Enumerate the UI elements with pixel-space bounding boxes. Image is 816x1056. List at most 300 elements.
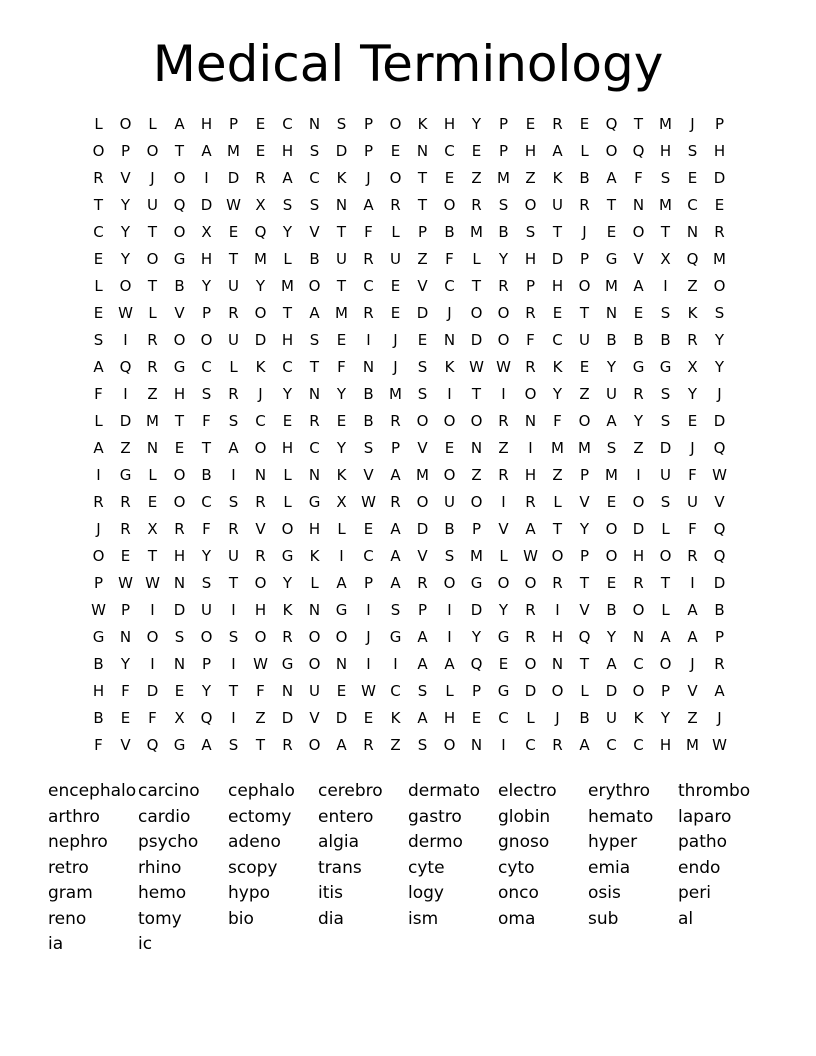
grid-letter[interactable]: O <box>632 600 645 619</box>
grid-letter[interactable]: H <box>200 114 213 133</box>
grid-letter[interactable]: O <box>524 573 537 592</box>
grid-letter[interactable]: O <box>308 627 321 646</box>
grid-letter[interactable]: J <box>393 357 398 376</box>
grid-letter[interactable]: R <box>579 195 590 214</box>
grid-letter[interactable]: K <box>552 168 563 187</box>
grid-letter[interactable]: I <box>501 735 506 754</box>
grid-letter[interactable]: L <box>472 249 481 268</box>
grid-letter[interactable]: P <box>228 114 239 133</box>
grid-letter[interactable]: J <box>717 384 722 403</box>
grid-letter[interactable]: R <box>687 546 698 565</box>
grid-letter[interactable]: A <box>336 735 347 754</box>
grid-letter[interactable]: T <box>579 654 590 673</box>
grid-letter[interactable]: R <box>525 600 536 619</box>
grid-letter[interactable]: M <box>659 195 672 214</box>
grid-letter[interactable]: L <box>580 141 589 160</box>
grid-letter[interactable]: A <box>687 627 698 646</box>
grid-letter[interactable]: Q <box>470 654 483 673</box>
grid-letter[interactable]: Q <box>713 546 726 565</box>
grid-letter[interactable]: P <box>363 573 374 592</box>
grid-letter[interactable]: S <box>390 600 401 619</box>
grid-letter[interactable]: J <box>690 654 695 673</box>
grid-letter[interactable]: O <box>632 222 645 241</box>
grid-letter[interactable]: O <box>254 303 267 322</box>
grid-letter[interactable]: S <box>93 330 104 349</box>
grid-letter[interactable]: V <box>174 303 185 322</box>
grid-letter[interactable]: O <box>389 114 402 133</box>
grid-letter[interactable]: L <box>283 492 292 511</box>
grid-letter[interactable]: K <box>444 357 455 376</box>
grid-letter[interactable]: J <box>393 330 398 349</box>
grid-letter[interactable]: B <box>363 411 374 430</box>
grid-letter[interactable]: S <box>498 195 509 214</box>
grid-letter[interactable]: E <box>714 195 725 214</box>
grid-letter[interactable]: D <box>200 195 213 214</box>
grid-letter[interactable]: L <box>148 465 157 484</box>
grid-letter[interactable]: O <box>146 627 159 646</box>
grid-letter[interactable]: E <box>174 438 185 457</box>
grid-letter[interactable]: F <box>202 411 211 430</box>
grid-letter[interactable]: O <box>416 411 429 430</box>
grid-letter[interactable]: J <box>96 519 101 538</box>
grid-letter[interactable]: O <box>713 276 726 295</box>
grid-letter[interactable]: W <box>523 546 538 565</box>
grid-letter[interactable]: R <box>147 330 158 349</box>
grid-letter[interactable]: O <box>470 303 483 322</box>
grid-letter[interactable]: O <box>578 276 591 295</box>
grid-letter[interactable]: R <box>390 411 401 430</box>
grid-letter[interactable]: N <box>308 600 321 619</box>
grid-letter[interactable]: C <box>444 141 455 160</box>
grid-letter[interactable]: U <box>444 492 455 511</box>
grid-letter[interactable]: C <box>552 330 563 349</box>
grid-letter[interactable]: P <box>417 600 428 619</box>
grid-letter[interactable]: T <box>228 573 239 592</box>
grid-letter[interactable]: D <box>281 708 294 727</box>
grid-letter[interactable]: D <box>659 438 672 457</box>
grid-letter[interactable]: S <box>201 384 212 403</box>
grid-letter[interactable]: B <box>606 600 617 619</box>
grid-letter[interactable]: R <box>714 654 725 673</box>
grid-letter[interactable]: O <box>308 654 321 673</box>
grid-letter[interactable]: W <box>469 357 484 376</box>
grid-letter[interactable]: C <box>363 546 374 565</box>
grid-letter[interactable]: R <box>687 330 698 349</box>
grid-letter[interactable]: T <box>660 222 671 241</box>
grid-letter[interactable]: L <box>499 546 508 565</box>
grid-letter[interactable]: K <box>552 357 563 376</box>
grid-letter[interactable]: W <box>712 735 727 754</box>
grid-letter[interactable]: Z <box>417 249 428 268</box>
grid-letter[interactable]: O <box>281 519 294 538</box>
grid-letter[interactable]: T <box>282 303 293 322</box>
grid-letter[interactable]: F <box>94 384 103 403</box>
grid-letter[interactable]: G <box>119 465 132 484</box>
grid-letter[interactable]: S <box>525 222 536 241</box>
grid-letter[interactable]: Z <box>579 384 590 403</box>
grid-letter[interactable]: M <box>254 249 267 268</box>
grid-letter[interactable]: D <box>713 411 726 430</box>
grid-letter[interactable]: D <box>605 681 618 700</box>
grid-letter[interactable]: A <box>309 303 320 322</box>
grid-letter[interactable]: L <box>337 519 346 538</box>
grid-letter[interactable]: C <box>201 357 212 376</box>
grid-letter[interactable]: Q <box>713 438 726 457</box>
grid-letter[interactable]: Y <box>498 249 509 268</box>
grid-letter[interactable]: L <box>526 708 535 727</box>
grid-letter[interactable]: B <box>444 519 455 538</box>
grid-letter[interactable]: U <box>606 708 617 727</box>
grid-letter[interactable]: R <box>552 573 563 592</box>
grid-letter[interactable]: K <box>282 600 293 619</box>
grid-letter[interactable]: O <box>173 465 186 484</box>
grid-letter[interactable]: E <box>606 492 617 511</box>
grid-letter[interactable]: I <box>555 600 560 619</box>
grid-letter[interactable]: R <box>363 249 374 268</box>
grid-letter[interactable]: I <box>447 600 452 619</box>
grid-letter[interactable]: O <box>443 735 456 754</box>
grid-letter[interactable]: L <box>391 222 400 241</box>
grid-letter[interactable]: M <box>146 411 159 430</box>
grid-letter[interactable]: D <box>254 330 267 349</box>
grid-letter[interactable]: O <box>308 276 321 295</box>
grid-letter[interactable]: Y <box>579 519 590 538</box>
grid-letter[interactable]: P <box>714 114 725 133</box>
grid-letter[interactable]: H <box>281 141 294 160</box>
grid-letter[interactable]: G <box>308 492 321 511</box>
grid-letter[interactable]: P <box>201 654 212 673</box>
grid-letter[interactable]: R <box>255 546 266 565</box>
grid-letter[interactable]: H <box>551 276 564 295</box>
grid-letter[interactable]: F <box>94 735 103 754</box>
grid-letter[interactable]: K <box>633 708 644 727</box>
grid-letter[interactable]: J <box>582 222 587 241</box>
grid-letter[interactable]: B <box>444 222 455 241</box>
grid-letter[interactable]: A <box>390 519 401 538</box>
grid-letter[interactable]: L <box>445 681 454 700</box>
grid-letter[interactable]: S <box>309 195 320 214</box>
grid-letter[interactable]: B <box>309 249 320 268</box>
grid-letter[interactable]: G <box>173 357 186 376</box>
grid-letter[interactable]: E <box>471 708 482 727</box>
grid-letter[interactable]: Q <box>119 357 132 376</box>
grid-letter[interactable]: X <box>147 519 158 538</box>
grid-letter[interactable]: R <box>471 195 482 214</box>
grid-letter[interactable]: I <box>636 465 641 484</box>
grid-letter[interactable]: O <box>389 168 402 187</box>
grid-letter[interactable]: Y <box>282 573 293 592</box>
grid-letter[interactable]: H <box>659 141 672 160</box>
grid-letter[interactable]: R <box>498 276 509 295</box>
grid-letter[interactable]: N <box>551 654 564 673</box>
grid-letter[interactable]: T <box>660 573 671 592</box>
grid-letter[interactable]: V <box>363 465 374 484</box>
grid-letter[interactable]: F <box>688 519 697 538</box>
grid-letter[interactable]: E <box>174 681 185 700</box>
grid-letter[interactable]: V <box>309 222 320 241</box>
grid-letter[interactable]: S <box>417 681 428 700</box>
grid-letter[interactable]: A <box>606 168 617 187</box>
grid-letter[interactable]: E <box>120 708 131 727</box>
grid-letter[interactable]: V <box>417 546 428 565</box>
grid-letter[interactable]: N <box>119 627 132 646</box>
grid-letter[interactable]: X <box>255 195 266 214</box>
grid-letter[interactable]: F <box>148 708 157 727</box>
grid-letter[interactable]: R <box>255 168 266 187</box>
grid-letter[interactable]: M <box>659 114 672 133</box>
grid-letter[interactable]: H <box>200 249 213 268</box>
grid-letter[interactable]: O <box>551 546 564 565</box>
grid-letter[interactable]: E <box>363 519 374 538</box>
grid-letter[interactable]: S <box>309 330 320 349</box>
grid-letter[interactable]: O <box>605 519 618 538</box>
grid-letter[interactable]: Z <box>498 438 509 457</box>
grid-letter[interactable]: T <box>579 303 590 322</box>
grid-letter[interactable]: U <box>687 492 698 511</box>
grid-letter[interactable]: O <box>497 330 510 349</box>
grid-letter[interactable]: V <box>633 249 644 268</box>
grid-letter[interactable]: Q <box>200 708 213 727</box>
grid-letter[interactable]: H <box>443 708 456 727</box>
grid-letter[interactable]: A <box>282 168 293 187</box>
grid-letter[interactable]: M <box>713 249 726 268</box>
grid-letter[interactable]: C <box>309 168 320 187</box>
grid-letter[interactable]: K <box>336 465 347 484</box>
grid-letter[interactable]: G <box>389 627 402 646</box>
grid-letter[interactable]: A <box>687 600 698 619</box>
grid-letter[interactable]: M <box>470 222 483 241</box>
grid-letter[interactable]: W <box>496 357 511 376</box>
grid-letter[interactable]: F <box>337 357 346 376</box>
grid-letter[interactable]: J <box>258 384 263 403</box>
grid-letter[interactable]: L <box>283 249 292 268</box>
grid-letter[interactable]: Z <box>552 465 563 484</box>
grid-letter[interactable]: E <box>93 249 104 268</box>
grid-letter[interactable]: D <box>416 519 429 538</box>
grid-letter[interactable]: T <box>606 195 617 214</box>
grid-letter[interactable]: Z <box>120 438 131 457</box>
grid-letter[interactable]: R <box>498 465 509 484</box>
grid-letter[interactable]: P <box>498 114 509 133</box>
grid-letter[interactable]: O <box>470 411 483 430</box>
grid-letter[interactable]: B <box>579 708 590 727</box>
grid-letter[interactable]: U <box>606 384 617 403</box>
grid-letter[interactable]: C <box>633 654 644 673</box>
grid-letter[interactable]: J <box>717 708 722 727</box>
grid-letter[interactable]: I <box>501 492 506 511</box>
grid-letter[interactable]: E <box>120 546 131 565</box>
grid-letter[interactable]: I <box>366 600 371 619</box>
grid-letter[interactable]: M <box>605 276 618 295</box>
grid-letter[interactable]: Z <box>687 276 698 295</box>
grid-letter[interactable]: O <box>416 492 429 511</box>
grid-letter[interactable]: K <box>336 168 347 187</box>
grid-letter[interactable]: G <box>497 681 510 700</box>
grid-letter[interactable]: E <box>282 411 293 430</box>
grid-letter[interactable]: L <box>94 276 103 295</box>
grid-letter[interactable]: E <box>363 708 374 727</box>
grid-letter[interactable]: I <box>447 384 452 403</box>
grid-letter[interactable]: P <box>660 681 671 700</box>
grid-letter[interactable]: B <box>714 600 725 619</box>
grid-letter[interactable]: R <box>633 384 644 403</box>
grid-letter[interactable]: N <box>335 654 348 673</box>
grid-letter[interactable]: P <box>363 141 374 160</box>
grid-letter[interactable]: X <box>201 222 212 241</box>
grid-letter[interactable]: O <box>578 411 591 430</box>
grid-letter[interactable]: C <box>255 411 266 430</box>
grid-letter[interactable]: X <box>174 708 185 727</box>
grid-letter[interactable]: G <box>281 546 294 565</box>
grid-letter[interactable]: O <box>659 654 672 673</box>
grid-letter[interactable]: S <box>417 735 428 754</box>
grid-letter[interactable]: J <box>150 168 155 187</box>
grid-letter[interactable]: C <box>444 276 455 295</box>
grid-letter[interactable]: P <box>579 546 590 565</box>
grid-letter[interactable]: R <box>282 735 293 754</box>
grid-letter[interactable]: R <box>93 492 104 511</box>
grid-letter[interactable]: T <box>336 222 347 241</box>
grid-letter[interactable]: A <box>525 519 536 538</box>
grid-letter[interactable]: H <box>551 627 564 646</box>
grid-letter[interactable]: Y <box>471 627 482 646</box>
grid-letter[interactable]: S <box>687 141 698 160</box>
grid-letter[interactable]: N <box>254 465 267 484</box>
grid-letter[interactable]: T <box>552 519 563 538</box>
grid-letter[interactable]: G <box>470 573 483 592</box>
grid-letter[interactable]: J <box>447 303 452 322</box>
grid-letter[interactable]: W <box>253 654 268 673</box>
grid-letter[interactable]: X <box>660 249 671 268</box>
grid-letter[interactable]: A <box>417 627 428 646</box>
grid-letter[interactable]: R <box>120 492 131 511</box>
grid-letter[interactable]: G <box>335 600 348 619</box>
grid-letter[interactable]: V <box>120 735 131 754</box>
grid-letter[interactable]: S <box>660 168 671 187</box>
grid-letter[interactable]: I <box>150 600 155 619</box>
grid-letter[interactable]: E <box>390 141 401 160</box>
grid-letter[interactable]: Y <box>282 384 293 403</box>
grid-letter[interactable]: V <box>498 519 509 538</box>
grid-letter[interactable]: O <box>524 384 537 403</box>
grid-letter[interactable]: V <box>714 492 725 511</box>
grid-letter[interactable]: H <box>713 141 726 160</box>
grid-letter[interactable]: H <box>281 330 294 349</box>
grid-letter[interactable]: R <box>363 303 374 322</box>
grid-letter[interactable]: J <box>690 114 695 133</box>
grid-letter[interactable]: G <box>659 357 672 376</box>
grid-letter[interactable]: Y <box>120 654 131 673</box>
grid-letter[interactable]: T <box>174 411 185 430</box>
grid-letter[interactable]: S <box>660 411 671 430</box>
grid-letter[interactable]: G <box>605 249 618 268</box>
grid-letter[interactable]: W <box>361 681 376 700</box>
grid-letter[interactable]: F <box>634 168 643 187</box>
grid-letter[interactable]: E <box>390 276 401 295</box>
grid-letter[interactable]: R <box>390 195 401 214</box>
grid-letter[interactable]: O <box>119 276 132 295</box>
grid-letter[interactable]: W <box>145 573 160 592</box>
grid-letter[interactable]: E <box>687 168 698 187</box>
grid-letter[interactable]: V <box>417 276 428 295</box>
grid-letter[interactable]: U <box>147 195 158 214</box>
grid-letter[interactable]: K <box>255 357 266 376</box>
grid-letter[interactable]: G <box>173 249 186 268</box>
grid-letter[interactable]: S <box>606 438 617 457</box>
grid-letter[interactable]: I <box>123 384 128 403</box>
grid-letter[interactable]: S <box>309 141 320 160</box>
grid-letter[interactable]: G <box>281 654 294 673</box>
grid-letter[interactable]: R <box>93 168 104 187</box>
grid-letter[interactable]: Y <box>687 384 698 403</box>
grid-letter[interactable]: I <box>231 654 236 673</box>
grid-letter[interactable]: R <box>363 735 374 754</box>
grid-letter[interactable]: H <box>173 384 186 403</box>
grid-letter[interactable]: H <box>524 249 537 268</box>
grid-letter[interactable]: M <box>389 384 402 403</box>
grid-letter[interactable]: R <box>525 357 536 376</box>
grid-letter[interactable]: R <box>417 573 428 592</box>
grid-letter[interactable]: S <box>660 492 671 511</box>
grid-letter[interactable]: Q <box>632 141 645 160</box>
grid-letter[interactable]: W <box>361 492 376 511</box>
grid-letter[interactable]: R <box>309 411 320 430</box>
grid-letter[interactable]: U <box>336 249 347 268</box>
grid-letter[interactable]: H <box>308 519 321 538</box>
grid-letter[interactable]: F <box>553 411 562 430</box>
grid-letter[interactable]: N <box>308 114 321 133</box>
grid-letter[interactable]: I <box>150 654 155 673</box>
grid-letter[interactable]: T <box>228 249 239 268</box>
grid-letter[interactable]: T <box>147 276 158 295</box>
grid-letter[interactable]: N <box>308 384 321 403</box>
grid-letter[interactable]: R <box>633 573 644 592</box>
grid-letter[interactable]: Y <box>660 708 671 727</box>
grid-letter[interactable]: S <box>282 195 293 214</box>
grid-letter[interactable]: E <box>579 114 590 133</box>
grid-letter[interactable]: O <box>443 411 456 430</box>
grid-letter[interactable]: L <box>283 465 292 484</box>
grid-letter[interactable]: A <box>606 654 617 673</box>
grid-letter[interactable]: A <box>363 195 374 214</box>
grid-letter[interactable]: E <box>336 681 347 700</box>
grid-letter[interactable]: T <box>93 195 104 214</box>
grid-letter[interactable]: D <box>146 681 159 700</box>
grid-letter[interactable]: E <box>147 492 158 511</box>
grid-letter[interactable]: O <box>524 654 537 673</box>
grid-letter[interactable]: C <box>633 735 644 754</box>
grid-letter[interactable]: S <box>417 384 428 403</box>
grid-letter[interactable]: A <box>93 438 104 457</box>
grid-letter[interactable]: A <box>174 114 185 133</box>
grid-letter[interactable]: T <box>174 141 185 160</box>
grid-letter[interactable]: Q <box>254 222 267 241</box>
grid-letter[interactable]: R <box>525 627 536 646</box>
grid-letter[interactable]: S <box>174 627 185 646</box>
grid-letter[interactable]: S <box>228 411 239 430</box>
grid-letter[interactable]: G <box>173 735 186 754</box>
grid-letter[interactable]: A <box>660 627 671 646</box>
grid-letter[interactable]: D <box>632 519 645 538</box>
grid-letter[interactable]: E <box>93 303 104 322</box>
grid-letter[interactable]: W <box>226 195 241 214</box>
grid-letter[interactable]: M <box>497 168 510 187</box>
grid-letter[interactable]: C <box>525 735 536 754</box>
grid-letter[interactable]: O <box>605 546 618 565</box>
grid-letter[interactable]: E <box>417 330 428 349</box>
grid-letter[interactable]: U <box>228 276 239 295</box>
grid-letter[interactable]: O <box>173 330 186 349</box>
